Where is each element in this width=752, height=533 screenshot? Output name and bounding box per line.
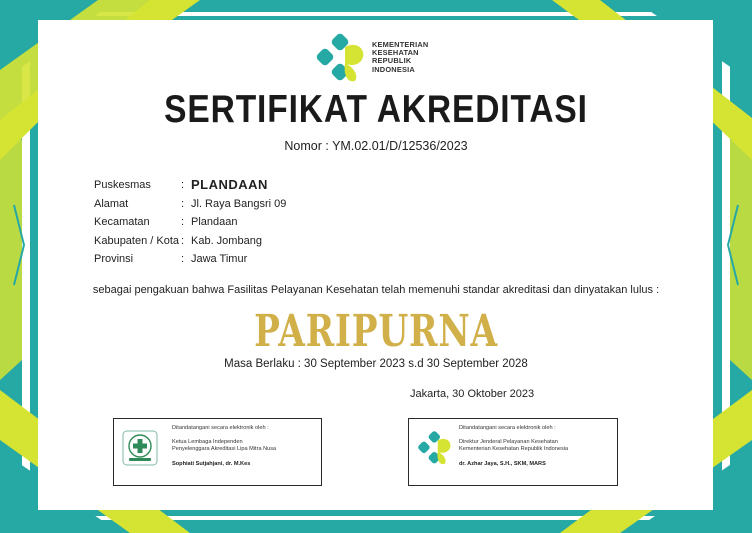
info-value: Plandaan: [191, 216, 238, 229]
signer-office: Kementerian Kesehatan Republik Indonesia: [459, 446, 569, 452]
signature-heading: Ditandatangani secara elektronik oleh :: [459, 425, 556, 431]
certificate-title: SERTIFIKAT AKREDITASI: [164, 88, 588, 131]
info-label: Kecamatan: [94, 216, 150, 229]
logo-line: INDONESIA: [372, 64, 415, 74]
signature-box-kemenkes: [408, 418, 618, 486]
signature-box-lembaga: [113, 418, 322, 486]
logo-line: REPUBLIK: [372, 56, 412, 66]
info-value: Jl. Raya Bangsri 09: [191, 197, 287, 210]
info-label: Kabupaten / Kota: [94, 234, 180, 247]
info-value: Jawa Timur: [191, 253, 248, 266]
info-label: Alamat: [94, 197, 129, 210]
place-date: Jakarta, 30 Oktober 2023: [410, 388, 535, 400]
ministry-logo-text: [372, 41, 442, 74]
info-value: PLANDAAN: [191, 177, 268, 192]
signer-name: dr. Azhar Jaya, S.H., SKM, MARS: [459, 461, 546, 467]
kemenkes-logo-icon: [315, 33, 367, 83]
signer-name: Sophiati Sutjahjani, dr. M.Kes: [172, 461, 251, 467]
logo-line: KESEHATAN: [372, 48, 419, 58]
info-label: Provinsi: [94, 253, 134, 266]
accreditation-statement: sebagai pengakuan bahwa Fasilitas Pelayanan Kesehatan telah memenuhi standar akreditasi dan dinyatakan lulus :: [92, 284, 660, 296]
info-value: Kab. Jombang: [191, 234, 262, 247]
info-colon: :: [181, 234, 185, 247]
lembaga-seal-icon: [122, 430, 158, 466]
signer-office: Ketua Lembaga Independen: [172, 439, 243, 445]
ministry-logo: [315, 33, 435, 83]
signer-office: Direktur Jenderal Pelayanan Kesehatan: [459, 439, 558, 445]
validity-period: Masa Berlaku : 30 September 2023 s.d 30 September 2028: [224, 358, 528, 370]
signer-office: Penyelenggara Akreditasi Lipa Mitra Nusa: [172, 446, 277, 452]
logo-line: KEMENTERIAN: [372, 40, 429, 49]
info-colon: :: [181, 179, 185, 191]
signature-heading: Ditandatangani secara elektronik oleh :: [172, 425, 269, 431]
info-colon: :: [181, 197, 185, 210]
accreditation-status: PARIPURNA: [254, 306, 498, 357]
info-colon: :: [181, 216, 185, 229]
certificate-number: Nomor : YM.02.01/D/12536/2023: [284, 139, 468, 153]
kemenkes-logo-icon: [417, 430, 453, 466]
info-colon: :: [181, 253, 185, 266]
info-label: Puskesmas: [94, 179, 151, 191]
